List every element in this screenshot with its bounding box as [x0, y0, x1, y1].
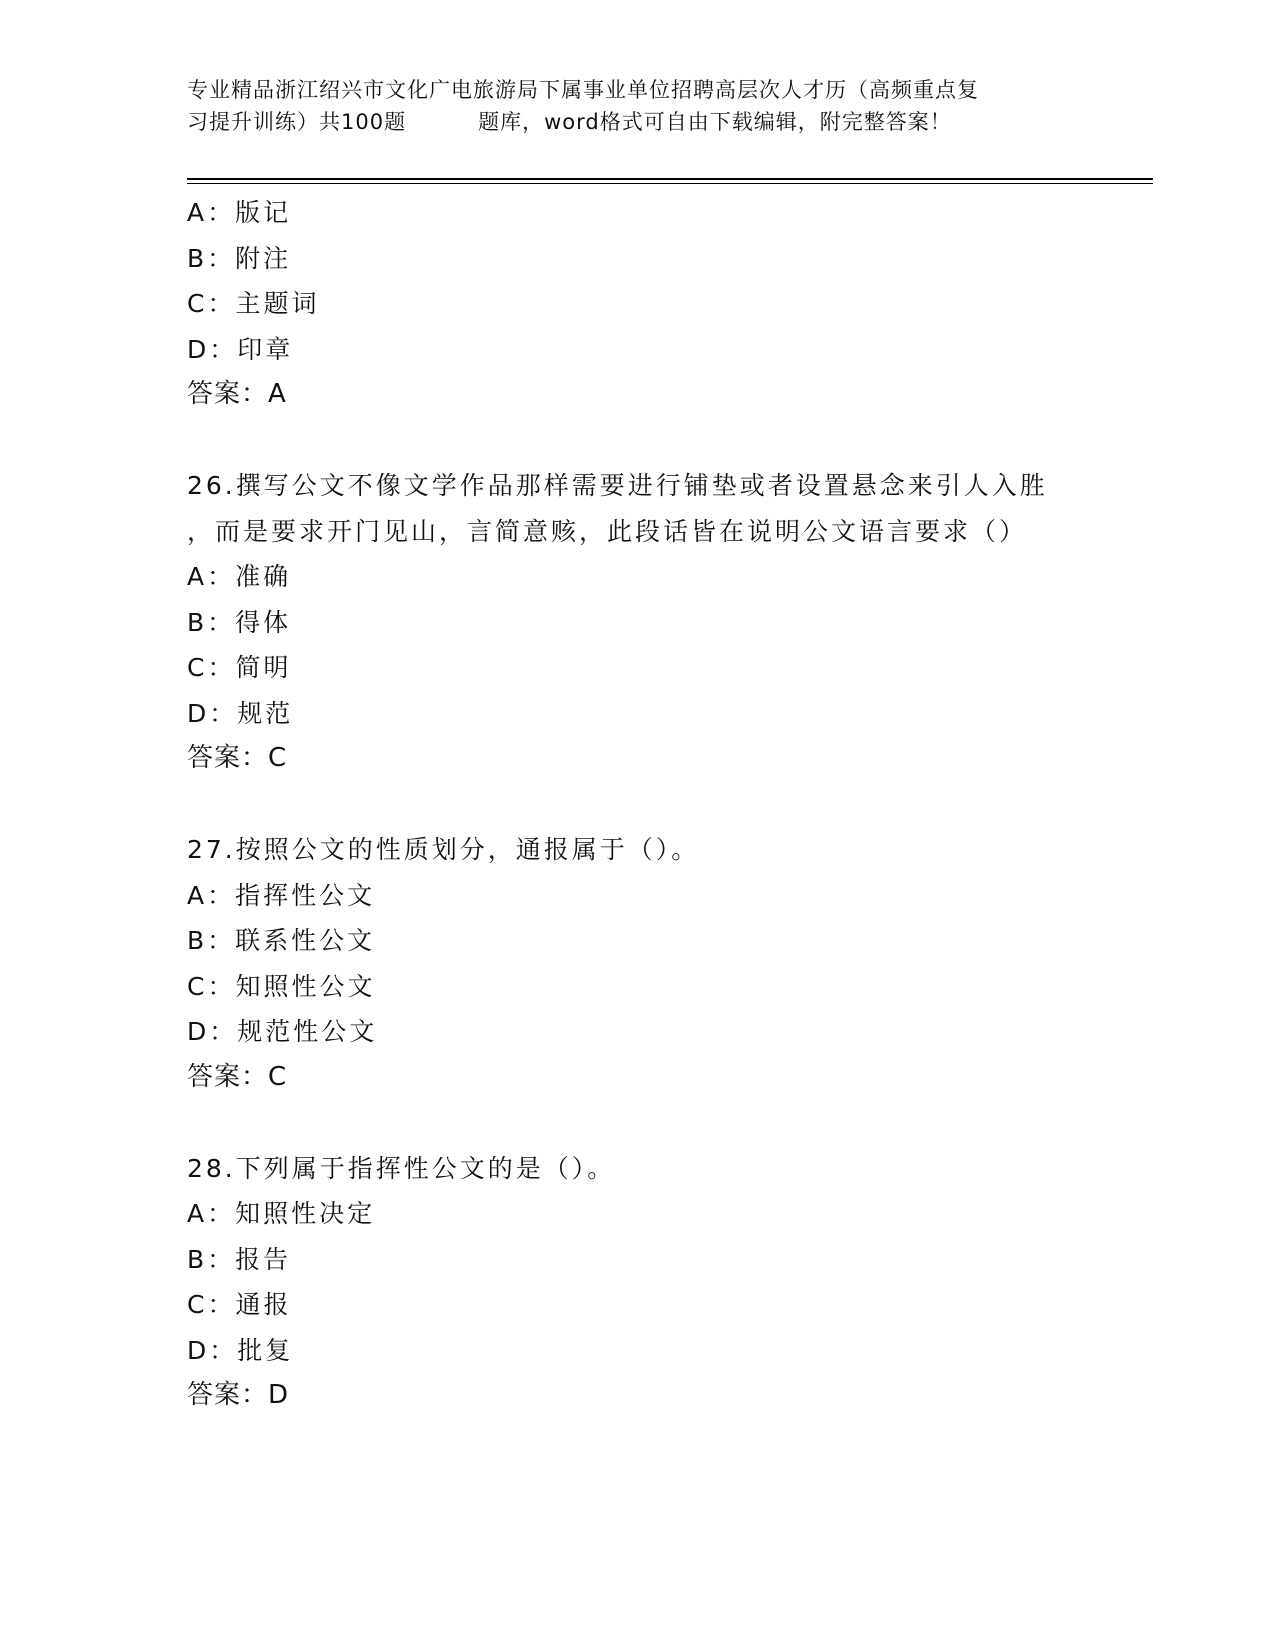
answer-line: 答案：C	[187, 743, 288, 773]
option-a: A：指挥性公文	[187, 880, 376, 910]
question-stem-line: 28.下列属于指挥性公文的是（）。	[187, 1153, 616, 1183]
header-rule-thin	[187, 183, 1153, 184]
option-b: B：附注	[187, 243, 292, 273]
option-d: D：印章	[187, 334, 294, 364]
option-c: C：知照性公文	[187, 971, 376, 1001]
header-line-1: 专业精品浙江绍兴市文化广电旅游局下属事业单位招聘高层次人才历（高频重点复	[187, 78, 979, 102]
header-line-2	[187, 106, 1087, 138]
option-c: C：通报	[187, 1290, 292, 1319]
question-stem-line: ，而是要求开门见山，言简意赅，此段话皆在说明公文语言要求（）	[187, 516, 1028, 546]
option-d: D：规范	[187, 698, 294, 728]
option-a: A：版记	[187, 198, 292, 227]
option-b: B：报告	[187, 1244, 292, 1274]
question-block-25	[187, 190, 1137, 418]
question-stem-line: 26.撰写公文不像文学作品那样需要进行铺垫或者设置悬念来引人入胜	[187, 471, 1048, 500]
option-c: C：主题词	[187, 289, 320, 318]
option-a: A：知照性决定	[187, 1199, 376, 1228]
option-b: B：得体	[187, 607, 292, 637]
option-a: A：准确	[187, 562, 292, 591]
document-header	[187, 74, 1087, 138]
answer-line: 答案：D	[187, 1380, 290, 1410]
option-d: D：批复	[187, 1335, 294, 1365]
answer-line: 答案：C	[187, 1061, 288, 1092]
question-block-26	[187, 463, 1137, 782]
option-b: B：联系性公文	[187, 926, 376, 955]
header-line-2-part-a: 习提升训练）共100题	[187, 110, 407, 134]
option-c: C：简明	[187, 653, 292, 682]
question-stem-line: 27.按照公文的性质划分，通报属于（）。	[187, 835, 700, 864]
question-block-27	[187, 827, 1137, 1100]
question-block-28	[187, 1146, 1137, 1419]
answer-line: 答案：A	[187, 379, 287, 409]
header-line-2-part-b: 题库，word格式可自由下载编辑，附完整答案！	[478, 110, 952, 134]
document-body	[187, 190, 1137, 1419]
option-d: D：规范性公文	[187, 1017, 378, 1046]
header-rule-thick	[187, 178, 1153, 180]
